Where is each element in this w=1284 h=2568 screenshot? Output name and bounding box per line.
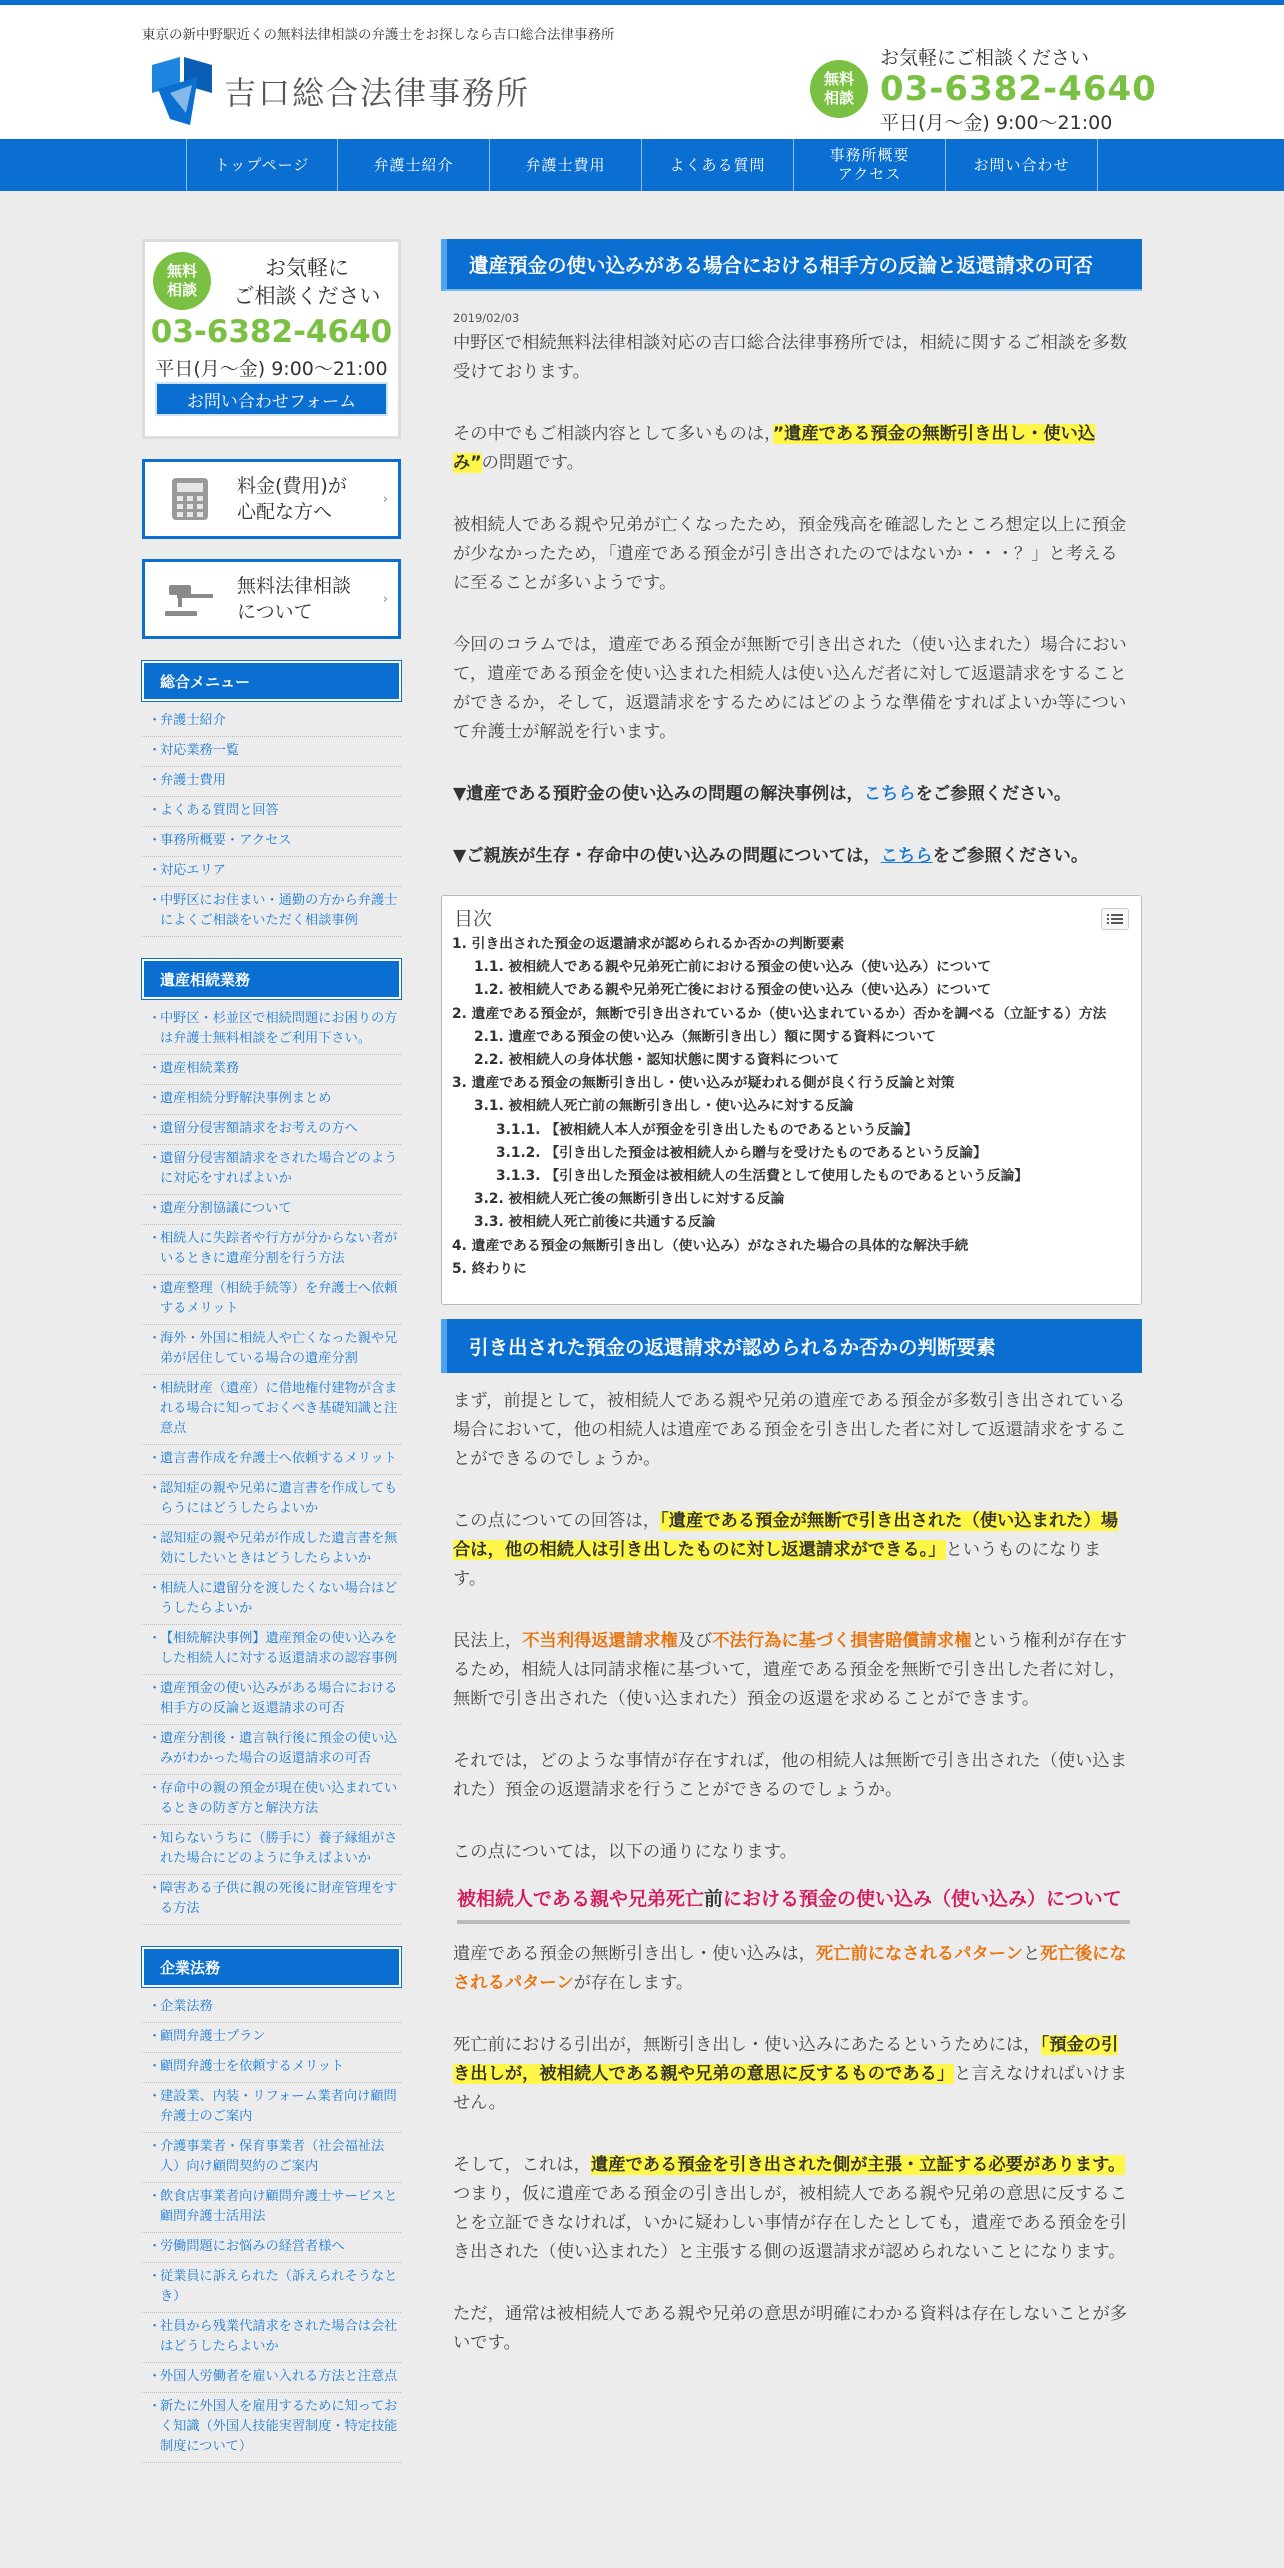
main-content <box>441 239 1142 2358</box>
toc-link[interactable]: 2.1. 遺産である預金の使い込み（無断引き出し）額に関する資料について <box>474 1028 936 1045</box>
fee-info-button[interactable] <box>142 459 401 539</box>
paragraph: そして，これは，遺産である預金を引き出された側が主張・立証する必要があります。つまり，仮に遺産である預金の引き出しが，被相続人である親や兄弟の意思に反することを立証できなければ，いかに疑わしい事情が存在したとしても，遺産である預金を引き出された（使い込まれた）と主張する側の返還請求が認められないことになります。 <box>453 2155 1127 2262</box>
sidebar-menu-link[interactable]: ・ 遺産預金の使い込みがある場合における相手方の反論と返還請求の可否 <box>142 1675 401 1725</box>
calculator-icon <box>155 469 225 529</box>
chevron-right-icon: › <box>382 492 388 507</box>
paragraph: この点については，以下の通りになります。 <box>453 1842 797 1862</box>
nav-top[interactable]: トップページ <box>186 139 338 191</box>
sidebar-menu-link[interactable]: ・ 建設業、内装・リフォーム業者向け顧問弁護士のご案内 <box>142 2083 401 2133</box>
paragraph: 被相続人である親や兄弟が亡くなったため，預金残高を確認したところ想定以上に預金が少なかったため，「遺産である預金が引き出されたのではないか・・・？」と考えるに至ることが多いようです。 <box>453 515 1127 593</box>
header-contact <box>810 43 1157 135</box>
case-examples-link[interactable]: こちら <box>863 784 916 804</box>
nav-lawyers[interactable]: 弁護士紹介 <box>338 139 490 191</box>
sidebar-menu-link[interactable]: ・ 顧問弁護士を依頼するメリット <box>142 2053 401 2083</box>
sidebar-menu-link[interactable]: ・ 顧問弁護士プラン <box>142 2023 401 2053</box>
sidebar-menu-link[interactable]: ・ 新たに外国人を雇用するために知っておく知識（外国人技能実習制度・特定技能制度について） <box>142 2393 401 2463</box>
toc-link[interactable]: 3.2. 被相続人死亡後の無断引き出しに対する反論 <box>474 1191 785 1208</box>
nav-faq[interactable]: よくある質問 <box>642 139 794 191</box>
sidebar-menu-link[interactable]: ・ 知らないうちに（勝手に）養子縁組がされた場合にどのように争えばよいか <box>142 1825 401 1875</box>
sidebar-menu-link[interactable]: ・ 労働問題にお悩みの経営者様へ <box>142 2233 401 2263</box>
sidebar-menu-link[interactable]: ・ 海外・外国に相続人や亡くなった親や兄弟が居住している場合の遺産分割 <box>142 1325 401 1375</box>
sidebar-menu-link[interactable]: ・ 企業法務 <box>142 1993 401 2023</box>
site-tagline: 東京の新中野駅近くの無料法律相談の弁護士をお探しなら吉口総合法律事務所 <box>142 27 615 43</box>
site-header <box>0 5 1284 139</box>
free-consult-badge: 無料 相談 <box>153 252 211 310</box>
sidebar-menu-link[interactable]: ・ 飲食店事業者向け顧問弁護士サービスと顧問弁護士活用法 <box>142 2183 401 2233</box>
sidebar-menu-link[interactable]: ・ 弁護士費用 <box>142 767 401 797</box>
sidebar-menu-link[interactable]: ・ 存命中の親の預金が現在使い込まれているときの防ぎ方と解決方法 <box>142 1775 401 1825</box>
paragraph: まず，前提として，被相続人である親や兄弟の遺産である預金が多数引き出されている場合において，他の相続人は遺産である預金を引き出した者に対して返還請求をすることができるのでしょうか。 <box>453 1391 1127 1469</box>
chevron-right-icon: › <box>382 592 388 607</box>
toc-link[interactable]: 1.2. 被相続人である親や兄弟死亡後における預金の使い込み（使い込み）について <box>474 982 992 999</box>
sidebar-menu-link[interactable]: ・ 遺産相続業務 <box>142 1055 401 1085</box>
sidebar-menu-link[interactable]: ・ 外国人労働者を雇い入れる方法と注意点 <box>142 2363 401 2393</box>
living-misuse-link-paragraph: ▼ご親族が生存・存命中の使い込みの問題については，こちらをご参照ください。 <box>453 846 1089 866</box>
nav-fees[interactable]: 弁護士費用 <box>490 139 642 191</box>
sidebar-menu-link[interactable]: ・ 認知症の親や兄弟に遺言書を作成してもらうにはどうしたらよいか <box>142 1475 401 1525</box>
sidebar-hours: 平日(月〜金) 9:00〜21:00 <box>155 358 388 380</box>
logo-mark-icon <box>150 55 216 127</box>
sidebar-menu-link[interactable]: ・ 対応業務一覧 <box>142 737 401 767</box>
sidebar <box>142 239 401 2463</box>
subsection-heading: 被相続人である親や兄弟死亡前における預金の使い込み（使い込み）について <box>457 1885 1130 1924</box>
toc-link[interactable]: 3.1. 被相続人死亡前の無断引き出し・使い込みに対する反論 <box>474 1098 854 1115</box>
case-link-paragraph: ▼遺産である預貯金の使い込みの問題の解決事例は，こちらをご参照ください。 <box>453 784 1072 804</box>
toc-link[interactable]: 3. 遺産である預金の無断引き出し・使い込みが疑われる側が良く行う反論と対策 <box>452 1075 955 1092</box>
highlight: 「遺産である預金が無断で引き出された（使い込まれた）場合は，他の相続人は引き出したものに対し返還請求ができる。」 <box>453 1511 1118 1560</box>
toc-link[interactable]: 5. 終わりに <box>452 1260 527 1277</box>
toc-link[interactable]: 3.1.1. 【被相続人本人が預金を引き出したものであるという反論】 <box>496 1121 918 1138</box>
sidebar-phone[interactable]: 03-6382-4640 <box>150 314 393 350</box>
paragraph: それでは，どのような事情が存在すれば，他の相続人は無断で引き出された（使い込まれた）預金の返還請求を行うことができるのでしょうか。 <box>453 1751 1127 1800</box>
sidebar-menu-link[interactable]: ・ 遺言書作成を弁護士へ依頼するメリット <box>142 1445 401 1475</box>
highlight: ”遺産である預金の無断引き出し・使い込み” <box>453 424 1096 473</box>
toc-link[interactable]: 2.2. 被相続人の身体状態・認知状態に関する資料について <box>474 1052 840 1069</box>
sidebar-menu-link[interactable]: ・ 遺産整理（相続手続等）を弁護士へ依頼するメリット <box>142 1275 401 1325</box>
sidebar-menu-link[interactable]: ・ 遺留分侵害額請求をされた場合どのように対応をすればよいか <box>142 1145 401 1195</box>
toc-link[interactable]: 2. 遺産である預金が，無断で引き出されているか（使い込まれているか）否かを調べる（立証する）方法 <box>452 1005 1107 1022</box>
sidebar-menu-link[interactable]: ・ 社員から残業代請求をされた場合は会社はどうしたらよいか <box>142 2313 401 2363</box>
sidebar-menu <box>142 1947 401 2463</box>
nav-office-access[interactable]: 事務所概要 アクセス <box>794 139 946 191</box>
toc-link[interactable]: 3.1.2. 【引き出した預金は被相続人から贈与を受けたものであるという反論】 <box>496 1144 987 1161</box>
contact-lead: お気軽にご相談ください <box>880 47 1090 69</box>
toc-toggle-icon[interactable] <box>1101 908 1129 930</box>
sidebar-menu <box>142 959 401 1925</box>
global-nav <box>0 139 1284 191</box>
toc-link[interactable]: 3.1.3. 【引き出した預金は被相続人の生活費として使用したものであるという反論】 <box>496 1168 1029 1185</box>
sidebar-contact-title: お気軽に ご相談ください <box>233 256 381 308</box>
sidebar-menu-link[interactable]: ・ 相続人に遺留分を渡したくない場合はどうしたらよいか <box>142 1575 401 1625</box>
toc-link[interactable]: 1. 引き出された預金の返還請求が認められるか否かの判断要素 <box>452 936 845 952</box>
sidebar-menu-link[interactable]: ・ 対応エリア <box>142 857 401 887</box>
paragraph: 死亡前における引出が，無断引き出し・使い込みにあたるというためには，「預金の引き出しが，被相続人である親や兄弟の意思に反するものである」と言えなければいけません。 <box>453 2035 1127 2113</box>
toc-link[interactable]: 1.1. 被相続人である親や兄弟死亡前における預金の使い込み（使い込み）について <box>474 959 992 976</box>
table-of-contents <box>441 895 1142 1305</box>
sidebar-menu-heading: 総合メニュー <box>142 661 401 701</box>
paragraph: 中野区で相続無料法律相談対応の吉口総合法律事務所では，相続に関するご相談を多数受けております。 <box>453 333 1127 382</box>
sidebar-menu-link[interactable]: ・ 遺留分侵害額請求をお考えの方へ <box>142 1115 401 1145</box>
paragraph: ただ，通常は被相続人である親や兄弟の意思が明確にわかる資料は存在しないことが多いです。 <box>453 2304 1127 2353</box>
paragraph: 今回のコラムでは，遺産である預金が無断で引き出された（使い込まれた）場合において，遺産である預金を使い込まれた相続人は使い込んだ者に対して返還請求をすることができるか，そして，返還請求をするためにはどのような準備をすればよいか等について弁護士が解説を行います。 <box>453 635 1127 742</box>
sidebar-menu-link[interactable]: ・ 弁護士紹介 <box>142 707 401 737</box>
post-date: 2019/02/03 <box>453 311 520 325</box>
sidebar-menu-link[interactable]: ・ 遺産分割後・遺言執行後に預金の使い込みがわかった場合の返還請求の可否 <box>142 1725 401 1775</box>
sidebar-menu-link[interactable]: ・ 従業員に訴えられた（訴えられそうなとき） <box>142 2263 401 2313</box>
paragraph: その中でもご相談内容として多いものは，”遺産である預金の無断引き出し・使い込み”の問題です。 <box>453 424 1096 473</box>
paragraph: 民法上，不当利得返還請求権及び不法行為に基づく損害賠償請求権という権利が存在するため，相続人は同請求権に基づいて，遺産である預金を無断で引き出した者に対し，無断で引き出された（使い込まれた）預金の返還を求めることができます。 <box>453 1631 1128 1709</box>
sidebar-menu-link[interactable]: ・ 事務所概要・アクセス <box>142 827 401 857</box>
sidebar-menu-heading: 遺産相続業務 <box>142 959 401 999</box>
toc-title: 目次 <box>454 908 493 930</box>
sidebar-menu-link[interactable]: ・ 相続人に失踪者や行方が分からない者がいるときに遺産分割を行う方法 <box>142 1225 401 1275</box>
sidebar-menu-link[interactable]: ・ 遺産分割協議について <box>142 1195 401 1225</box>
sidebar-menu-link[interactable]: ・ 【相続解決事例】遺産預金の使い込みをした相続人に対する返還請求の認容事例 <box>142 1625 401 1675</box>
sidebar-menu-link[interactable]: ・ 相続財産（遺産）に借地権付建物が含まれる場合に知っておくべき基礎知識と注意点 <box>142 1375 401 1445</box>
sidebar-menu-link[interactable]: ・ 介護事業者・保育事業者（社会福祉法人）向け顧問契約のご案内 <box>142 2133 401 2183</box>
paragraph: 遺産である預金の無断引き出し・使い込みは，死亡前になされるパターンと死亡後になされるパターンが存在します。 <box>453 1944 1127 1993</box>
sidebar-menu-link[interactable]: ・ 遺産相続分野解決事例まとめ <box>142 1085 401 1115</box>
sidebar-menu-heading: 企業法務 <box>142 1947 401 1987</box>
free-consult-badge: 無料 相談 <box>810 60 868 118</box>
living-misuse-link[interactable]: こちら <box>880 846 933 866</box>
fee-info-label: 料金(費用)が 心配な方へ <box>237 475 347 523</box>
nav-contact[interactable]: お問い合わせ <box>946 139 1098 191</box>
toc-link[interactable]: 3.3. 被相続人死亡前後に共通する反論 <box>474 1214 716 1231</box>
office-hours: 平日(月〜金) 9:00〜21:00 <box>880 112 1113 134</box>
sidebar-menu-link[interactable]: ・ 障害ある子供に親の死後に財産管理をする方法 <box>142 1875 401 1925</box>
sidebar-menu-link[interactable]: ・ 認知症の親や兄弟が作成した遺言書を無効にしたいときはどうしたらよいか <box>142 1525 401 1575</box>
article-title: 遺産預金の使い込みがある場合における相手方の反論と返還請求の可否 <box>441 239 1142 291</box>
logo-text: 吉口総合法律事務所 <box>224 74 531 112</box>
section-heading: 引き出された預金の返還請求が認められるか否かの判断要素 <box>441 1319 1142 1373</box>
toc-link[interactable]: 4. 遺産である預金の無断引き出し（使い込み）がなされた場合の具体的な解決手続 <box>452 1237 969 1254</box>
sidebar-contact-box <box>142 239 401 439</box>
site-logo[interactable] <box>150 55 530 127</box>
header-phone[interactable]: 03-6382-4640 <box>880 69 1157 109</box>
sidebar-menu-link[interactable]: ・ 中野区・杉並区で相続問題にお困りの方は弁護士無料相談をご利用下さい。 <box>142 1005 401 1055</box>
free-consult-info-label: 無料法律相談 について <box>237 575 352 623</box>
sidebar-menu-link[interactable]: ・ 中野区にお住まい・通勤の方から弁護士によくご相談をいただく相談事例 <box>142 887 401 937</box>
gavel-icon <box>155 569 225 629</box>
sidebar-menu <box>142 661 401 937</box>
paragraph: この点についての回答は，「遺産である預金が無断で引き出された（使い込まれた）場合は，他の相続人は引き出したものに対し返還請求ができる。」というものになります。 <box>453 1511 1118 1589</box>
sidebar-menu-link[interactable]: ・ よくある質問と回答 <box>142 797 401 827</box>
free-consult-info-button[interactable] <box>142 559 401 639</box>
contact-form-button[interactable]: お問い合わせフォーム <box>155 382 388 416</box>
